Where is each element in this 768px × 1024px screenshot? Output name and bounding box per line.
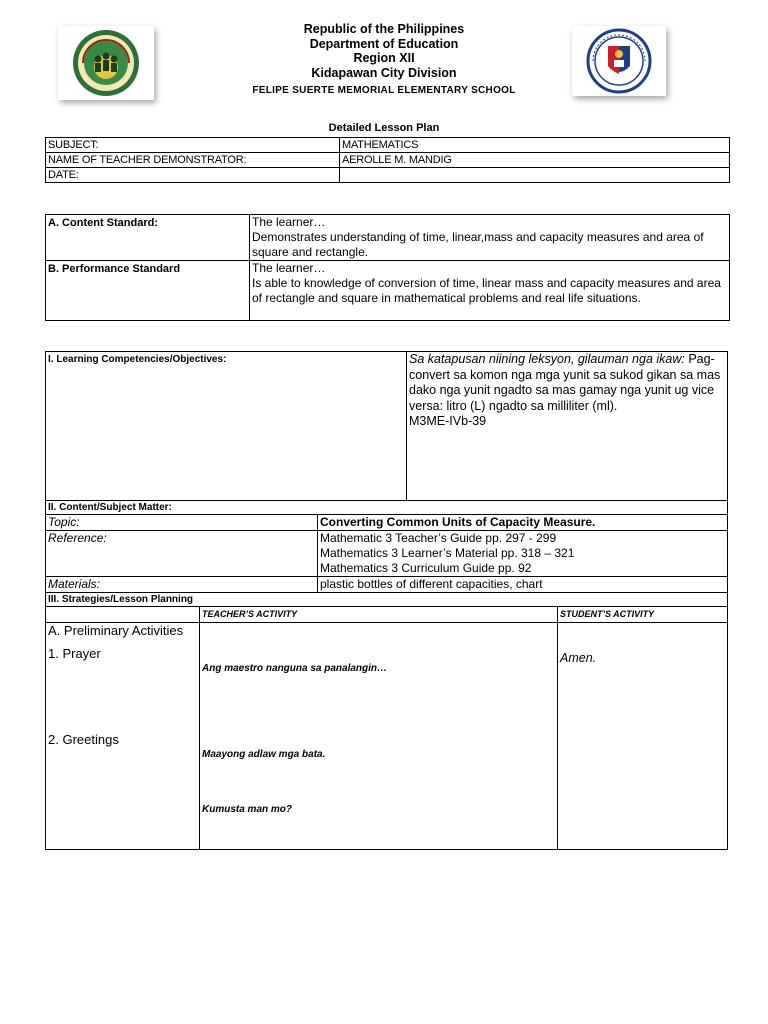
competencies-label: I. Learning Competencies/Objectives: xyxy=(46,352,407,501)
prayer-student-text: Amen. xyxy=(560,651,597,665)
table-row xyxy=(46,168,730,183)
lesson-body-table xyxy=(45,351,728,850)
table-row xyxy=(46,501,728,515)
standards-table xyxy=(45,214,730,321)
strategies-label: III. Strategies/Lesson Planning xyxy=(46,593,728,607)
reference-label: Reference: xyxy=(46,531,318,577)
performance-standard-text: Is able to knowledge of conversion of time, linear mass and capacity measures and area of rectangle and square in mathematical problems and real life situations. xyxy=(252,276,721,305)
greetings-label: 2. Greetings xyxy=(48,732,119,747)
objective-code: M3ME-IVb-39 xyxy=(409,414,487,428)
materials-label: Materials: xyxy=(46,577,318,593)
table-row xyxy=(46,352,728,501)
header-division: Kidapawan City Division xyxy=(311,65,457,80)
table-row xyxy=(46,515,728,531)
school-name: FELIPE SUERTE MEMORIAL ELEMENTARY SCHOOL xyxy=(252,85,516,96)
performance-standard-intro: The learner… xyxy=(252,261,326,275)
table-row xyxy=(46,215,730,261)
objective-intro: Sa katapusan niining leksyon, gilauman nga ikaw: xyxy=(409,352,685,366)
date-label: DATE: xyxy=(46,168,340,183)
table-row xyxy=(46,531,728,577)
header-department: Department of Education xyxy=(309,36,459,51)
table-row xyxy=(46,261,730,321)
preliminary-activities-label: A. Preliminary Activities xyxy=(48,623,184,638)
content-standard-intro: The learner… xyxy=(252,215,326,229)
reference-item: Mathematics 3 Curriculum Guide pp. 92 xyxy=(320,561,532,575)
teacher-label: NAME OF TEACHER DEMONSTRATOR: xyxy=(46,153,340,168)
content-standard-label: A. Content Standard: xyxy=(46,215,250,261)
objective-text: Pag-convert sa komon nga mga yunit sa sukod gikan sa mas dako nga yunit ngadto sa mas gamay nga yunit ug vice versa: litro (L) ngadto sa milliliter (ml). xyxy=(409,352,721,413)
reference-item: Mathematics 3 Learner’s Material pp. 318 – 321 xyxy=(320,546,575,560)
table-row xyxy=(46,138,730,153)
lesson-info-table xyxy=(45,137,730,183)
subject-value: MATHEMATICS xyxy=(340,138,730,153)
header-region: Region XII xyxy=(353,51,415,65)
prayer-teacher-text: Ang maestro nanguna sa panalangin… xyxy=(202,663,388,674)
teacher-value: AEROLLE M. MANDIG xyxy=(340,153,730,168)
deped-division-seal-logo xyxy=(58,26,154,100)
reference-item: Mathematic 3 Teacher’s Guide pp. 297 - 299 xyxy=(320,531,557,545)
student-activity-header: STUDENT’S ACTIVITY xyxy=(558,607,728,623)
deped-national-seal-logo xyxy=(572,26,666,96)
greeting-teacher-text: Maayong adlaw mga bata. xyxy=(202,749,326,760)
content-standard-text: Demonstrates understanding of time, linear,mass and capacity measures and area of square and rectangle. xyxy=(252,230,704,259)
greeting-teacher-followup: Kumusta man mo? xyxy=(202,804,293,815)
header-republic: Republic of the Philippines xyxy=(303,22,465,36)
lesson-plan-title: Detailed Lesson Plan xyxy=(328,122,440,134)
teacher-activity-header: TEACHER’S ACTIVITY xyxy=(200,607,558,623)
prayer-label: 1. Prayer xyxy=(48,646,101,661)
topic-value: Converting Common Units of Capacity Measure. xyxy=(318,515,728,531)
date-value xyxy=(340,168,730,183)
table-row xyxy=(46,623,728,850)
materials-value: plastic bottles of different capacities, chart xyxy=(318,577,728,593)
performance-standard-label: B. Performance Standard xyxy=(46,261,250,321)
subject-label: SUBJECT: xyxy=(46,138,340,153)
content-subject-label: II. Content/Subject Matter: xyxy=(46,501,728,515)
table-row xyxy=(46,593,728,607)
table-row xyxy=(46,153,730,168)
table-row xyxy=(46,577,728,593)
topic-label: Topic: xyxy=(46,515,318,531)
table-row xyxy=(46,607,728,623)
